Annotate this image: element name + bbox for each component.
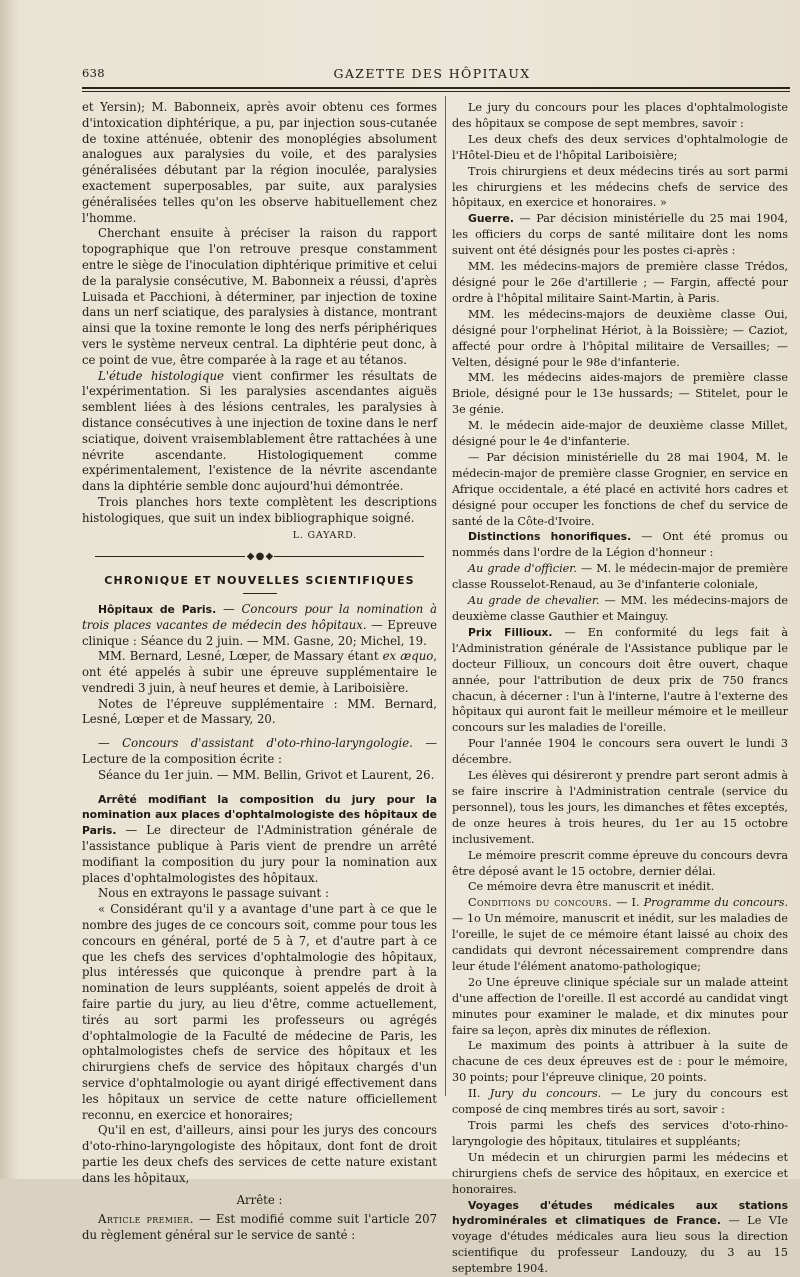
paragraph — [82, 369, 437, 495]
paragraph: Les deux chefs des deux services d'ophtalmologie de l'Hôtel-Dieu et de l'hôpital Lariboisière; — [452, 132, 788, 162]
paragraph-text: — Le jury du concours est composé de cinq membres tirés au sort, savoir : — [452, 1087, 788, 1117]
conditions-label: Conditions du concours. — [468, 896, 613, 910]
dash: — — [98, 736, 123, 751]
paragraph-text: — M. le médecin-major de première classe Rousselot-Renaud, au 3e d'infanterie coloniale, — [452, 562, 788, 592]
paragraph: M. le médecin aide-major de deuxième classe Millet, désigné pour le 4e d'infanterie. — [452, 419, 788, 449]
paragraph: Cherchant ensuite à préciser la raison du rapport topographique que l'on retrouve presque constamment entre le siège de l'inoculation diphtérique primitive et celui de la paralysie consécutive, M. Babonneix a réussi, d'après Luisada et Pacchioni, à déterminer, par injection de toxine dans un nerf sciatique, des paralysies à distance, montrant ainsi que la toxine remonte le long des nerfs périphériques vers le système nerveux central. La diphtérie peut donc, à ce point de vue, être comparée à la rage et au tétanos. — [82, 226, 437, 367]
paragraph: MM. les médecins-majors de deuxième classe Oui, désigné pour l'orphelinat Hériot, à la Boissière; — Caziot, affecté pour ordre à l'hôpital militaire de Versailles; — Velten, désigné pour le 98e d'infanterie. — [452, 307, 788, 369]
paragraph: Le mémoire prescrit comme épreuve du concours devra être déposé avant le 15 octobre, dernier délai. — [452, 848, 788, 878]
ornamental-rule: ◆ ● ◆ — [82, 549, 437, 565]
paragraph — [82, 649, 437, 696]
paragraph: Nous en extrayons le passage suivant : — [98, 886, 329, 901]
italic-phrase: L'étude histologique — [98, 368, 224, 383]
item-heading: Distinctions honorifiques. — [468, 530, 632, 544]
paragraph: Trois chirurgiens et deux médecins tirés au sort parmi les chirurgiens et les médecins chefs de service des hôpitaux, en exercice et honoraires. » — [452, 164, 788, 210]
page-number: 638 — [82, 66, 105, 80]
item-heading: Voyages d'études médicales aux stations hydrominérales et climatiques de France. — [452, 1198, 788, 1228]
paragraph — [452, 561, 788, 593]
dash: — — [216, 601, 242, 616]
header-rule-thin — [82, 91, 790, 92]
page-header — [82, 62, 782, 84]
paragraph — [82, 736, 437, 768]
news-item — [82, 602, 437, 649]
section-title: CHRONIQUE ET NOUVELLES SCIENTIFIQUES — [104, 574, 415, 588]
paragraph-text: — Le directeur de l'Administration générale de l'assistance publique à Paris vient de prendre un arrêté modifiant la composition du jury pour la nomination aux places d'ophtalmologistes des hôpitaux. — [82, 823, 437, 885]
italic-phrase: Au grade d'officier. — [468, 562, 577, 576]
paragraph: Le jury du concours pour les places d'ophtalmologiste des hôpitaux se compose de sept membres, savoir : — [452, 101, 788, 130]
paragraph: Les élèves qui désireront y prendre part seront admis à se faire inscrire à l'Administration centrale (service du personnel), tous les jours, les dimanches et fêtes exceptés, de onze heures à trois heures, du 1er au 15 octobre inclusivement. — [452, 769, 788, 846]
paragraph-text: — Est modifié comme suit l'article 207 du règlement général sur le service de santé : — [82, 1212, 438, 1243]
italic-phrase: Au grade de chevalier. — [468, 594, 600, 608]
news-item — [82, 792, 437, 887]
paragraph: MM. les médecins-majors de première classe Trédos, désigné pour le 26e d'artillerie ; — Fargin, affecté pour ordre à l'hôpital militaire Saint-Martin, à Paris. — [452, 260, 788, 305]
paragraph — [452, 1086, 788, 1118]
paragraph: Trois planches hors texte complètent les descriptions histologiques, que suit un index bibliographique soigné. — [82, 494, 437, 525]
paragraph-text: — En conformité du legs fait à l'Administration générale de l'Assistance publique par le docteur Fillioux, un concours doit être ouvert, chaque année, pour l'attribution de deux prix de 750 francs chacun, à décerner : l'un à l'interne, l'autre à l'externe des hôpitaux qui auront fait le meilleur mémoire et le meilleur concours sur les maladies de l'oreille. — [452, 625, 788, 735]
paragraph-text: II. — [468, 1087, 490, 1101]
paragraph — [82, 1212, 437, 1244]
ornament-line — [95, 556, 245, 557]
paragraph: Trois parmi les chefs des services d'oto-rhino-laryngologie des hôpitaux, titulaires et suppléants; — [452, 1119, 788, 1148]
author-signature: L. GAYARD. — [292, 529, 357, 541]
paragraph-text: — Le VIe voyage d'études médicales aura lieu sous la direction scientifique du professeur Landouzy, du 3 au 15 septembre 1904. — [452, 1214, 788, 1276]
paragraph — [452, 593, 788, 625]
paragraph: Un médecin et un chirurgien parmi les médecins et chirurgiens chefs de service des hôpitaux, en exercice et honoraires. — [452, 1150, 788, 1196]
quote-paragraph: « Considérant qu'il y a avantage d'une part à ce que le nombre des juges de ce concours soit, comme pour tous les concours en général, porté de 5 à 7, et d'autre part à ce que les chefs des services d'ophtalmologie des hôpitaux, plus intéressés que quiconque à prendre part à la nomination de leurs suppléants, soient appelés de droit à faire partie du jury, au lieu d'être, comme actuellement, tirés au sort parmi les professeurs ou agrégés d'ophtalmologie de la Faculté de médecine de Paris, les ophtalmologistes chefs de service des hôpitaux et les chirurgiens chefs de service des hôpitaux chargés d'un service d'ophtalmologie ou ayant dirigé effectivement dans les hôpitaux un service de cette nature officiellement reconnu, en exercice et honoraires; — [82, 902, 437, 1122]
news-item — [452, 625, 788, 736]
article-label: Article premier. — [98, 1212, 194, 1227]
paragraph-text: — Par décision ministérielle du 25 mai 1904, les officiers du corps de santé militaire dont les noms suivent ont été désignés pour les postes ci-après : — [452, 212, 788, 258]
ornament-line — [274, 556, 424, 557]
paragraph: Pour l'année 1904 le concours sera ouvert le lundi 3 décembre. — [452, 737, 788, 767]
item-heading: Arrêté modifiant la composition du jury pour la nomination aux places d'ophtalmologiste des hôpitaux de Paris. — [82, 792, 437, 838]
paragraph-text: — Epreuve clinique : Séance du 2 juin. — MM. Gasne, 20; Michel, 19. — [82, 617, 437, 648]
short-rule — [243, 593, 277, 594]
italic-phrase: Concours pour la nomination à trois places vacantes de médecin des hôpitaux. — [82, 601, 438, 632]
running-title: GAZETTE DES HÔPITAUX — [333, 66, 531, 81]
paragraph-text: , ont été appelés à subir une épreuve supplémentaire le vendredi 3 juin, à neuf heures et demie, à Lariboisière. — [82, 649, 437, 695]
italic-phrase: ex æquo — [382, 649, 434, 664]
paragraph: Le maximum des points à attribuer à la suite de chacune de ces deux épreuves est de : pour le mémoire, 30 points; pour l'épreuve clinique, 20 points. — [452, 1039, 788, 1085]
paragraph: Séance du 1er juin. — MM. Bellin, Grivot et Laurent, 26. — [98, 767, 435, 782]
paragraph-text: vient confirmer les résultats de l'expérimentation. Si les paralysies ascendantes aiguës semblent liées à des lésions centrales, les paralysies à distance consécutives à une injection de toxine dans le nerf sciatique, doivent vraisemblablement être rattachées à une névrite ascendante. Histologiquement comme expérimentalement, l'existence de la névrite ascendante dans la diphtérie semble donc aujourd'hui démontrée. — [82, 368, 437, 494]
item-heading: Guerre. — [468, 212, 514, 226]
paragraph-text: — 1o Un mémoire, manuscrit et inédit, sur les maladies de l'oreille, le sujet de ce mémoire étant laissé au choix des candidats qui devront nécessairement comprendre dans leur étude l'élément anatomo-pathologique; — [452, 912, 788, 973]
paragraph: et Yersin); M. Babonneix, après avoir obtenu ces formes d'intoxication diphtérique, a pu, par injection sous-cutanée de toxine atténuée, obtenir des monoplégies absolument analogues aux paralysies du voile, et des paralysies généralisées débutant par la région inoculée, paralysies exactement superposables, par suite, aux paralysies généralisées telles qu'on les observe habituellement chez l'homme. — [82, 100, 437, 225]
paragraph-text: — Lecture de la composition écrite : — [82, 736, 438, 767]
news-item — [452, 211, 788, 259]
italic-phrase: Concours d'assistant d'oto-rhino-laryngologie. — [122, 736, 413, 751]
item-heading: Hôpitaux de Paris. — [98, 602, 217, 616]
header-rule-thick — [82, 87, 790, 89]
paragraph-text: MM. Bernard, Lesné, Lœper, de Massary étant — [98, 649, 383, 664]
paragraph: — Par décision ministérielle du 28 mai 1904, M. le médecin-major de première classe Grognier, en service en Afrique occidentale, a été placé en activité hors cadres et désigné pour occuper les fonctions de chef du service de santé de la Côte-d'Ivoire. — [452, 450, 788, 528]
arrete-label: Arrête : — [236, 1192, 283, 1207]
spacer — [82, 728, 437, 736]
paragraph-text: — MM. les médecins-majors de deuxième classe Gauthier et Mainguy. — [452, 594, 789, 623]
news-item — [452, 1198, 788, 1277]
paragraph — [452, 895, 788, 975]
paragraph-text: — I. — [612, 896, 644, 910]
paragraph-text: — Ont été promus ou nommés dans l'ordre de la Légion d'honneur : — [452, 530, 788, 560]
news-item — [452, 529, 788, 561]
right-column — [452, 100, 788, 1277]
paragraph: Notes de l'épreuve supplémentaire : MM. Bernard, Lesné, Lœper et de Massary, 20. — [82, 696, 437, 727]
column-divider — [445, 96, 446, 1096]
paragraph: Ce mémoire devra être manuscrit et inédit. — [468, 880, 715, 894]
paragraph: 2o Une épreuve clinique spéciale sur un malade atteint d'une affection de l'oreille. Il est accordé au candidat vingt minutes pour examiner le malade, et dix minutes pour faire sa leçon, après dix minutes de réflexion. — [452, 975, 788, 1037]
paragraph: MM. les médecins aides-majors de première classe Briole, désigné pour le 13e hussards; — Stitelet, pour le 3e génie. — [452, 371, 788, 417]
left-column — [82, 100, 437, 1244]
spacer — [82, 784, 437, 792]
quote-paragraph: Qu'il en est, d'ailleurs, ainsi pour les jurys des concours d'oto-rhino-laryngologiste des hôpitaux, dont font de droit partie les deux chefs des services de cette nature existant dans les hôpitaux, — [82, 1123, 437, 1185]
item-heading: Prix Fillioux. — [468, 625, 553, 639]
italic-phrase: Jury du concours. — [489, 1087, 602, 1101]
italic-phrase: Programme du concours. — [643, 896, 788, 910]
